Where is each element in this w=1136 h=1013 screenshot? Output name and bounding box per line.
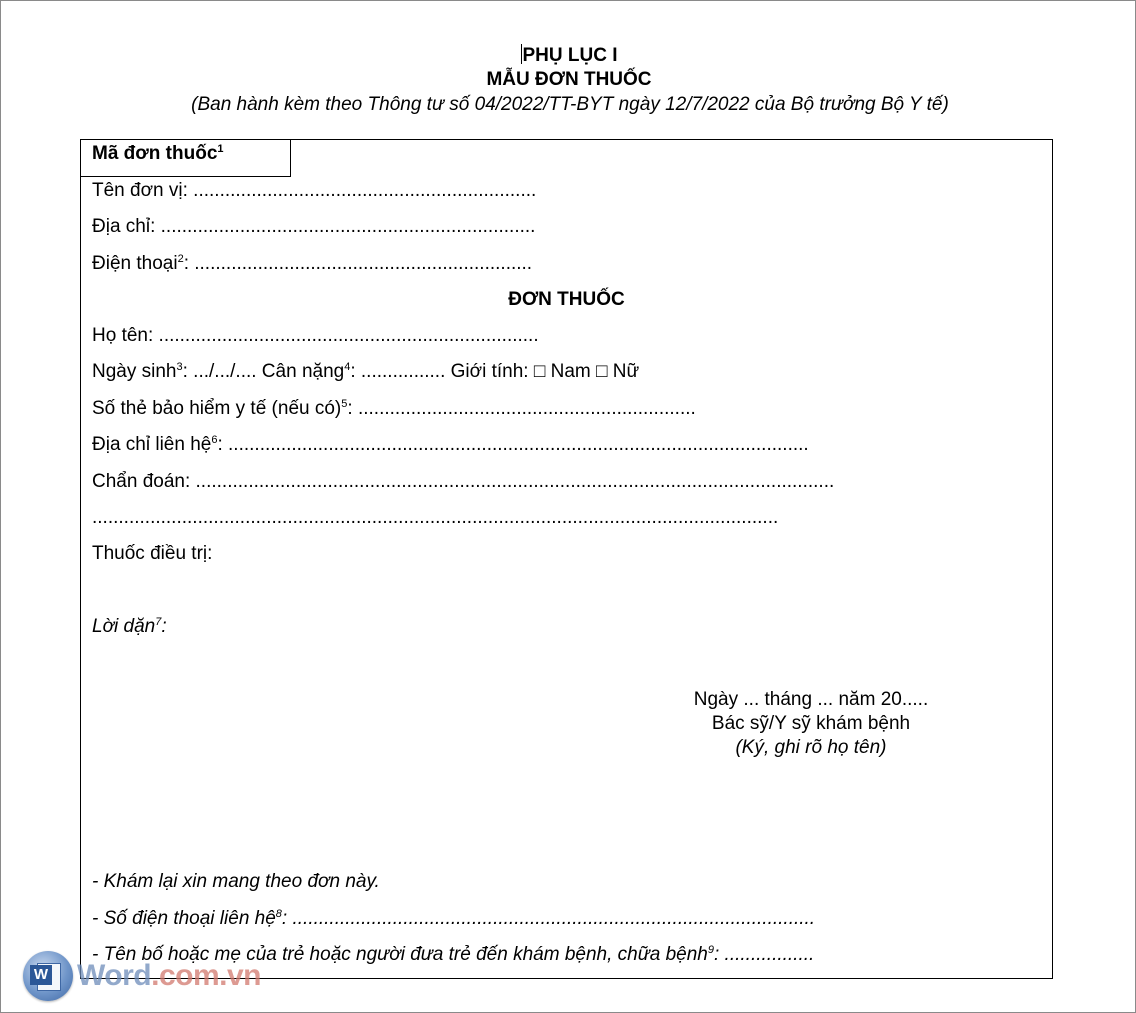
prescription-code-label: Mã đơn thuốc <box>92 143 218 164</box>
diagnosis-continuation-line: .................................................................................................................................. <box>92 507 779 528</box>
birth-weight-gender-line <box>92 360 639 384</box>
footnote-ref: 9 <box>707 944 714 956</box>
insurance-line <box>92 397 696 421</box>
contact-phone-label: - Số điện thoại liên hệ <box>92 908 276 929</box>
footnote-ref: 1 <box>217 143 224 155</box>
word-logo-icon: W <box>23 951 73 1001</box>
insurance-label: Số thẻ bảo hiểm y tế (nếu có) <box>92 398 342 419</box>
issuance-note: (Ban hành kèm theo Thông tư số 04/2022/TT-BYT ngày 12/7/2022 của Bộ trưởng Bộ Y tế) <box>191 94 949 115</box>
signature-date: Ngày ... tháng ... năm 20..... <box>693 689 929 710</box>
footnote-ref: 6 <box>211 434 218 446</box>
document-header <box>1 44 1136 118</box>
contact-phone-dots: : ................................................................................................... <box>281 908 816 929</box>
contact-address-line <box>92 433 809 457</box>
guardian-label: - Tên bố hoặc mẹ của trẻ hoặc người đưa trẻ đến khám bệnh, chữa bệnh <box>92 944 708 965</box>
phone-dots: : ................................................................ <box>183 253 533 274</box>
phone-line <box>92 252 532 276</box>
appendix-heading: PHỤ LỤC I <box>522 45 618 66</box>
prescription-section-title: ĐƠN THUỐC <box>508 289 625 310</box>
address-line: Địa chỉ: ....................................................................... <box>92 216 536 237</box>
contact-phone-note <box>92 907 815 931</box>
weight-gender-text: : ................ Giới tính: □ Nam □ Nữ <box>350 361 640 382</box>
advice-line: Lời dặn$^7$: <box>92 616 167 637</box>
revisit-note: - Khám lại xin mang theo đơn này. <box>92 871 380 892</box>
patient-name-line: Họ tên: ........................................................................ <box>92 325 539 346</box>
contact-address-dots: : .............................................................................................................. <box>217 434 809 455</box>
advice-label: Lời dặn <box>92 616 156 637</box>
signature-note: (Ký, ghi rõ họ tên) <box>735 737 887 758</box>
insurance-dots: : ................................................................ <box>347 398 696 419</box>
footnote-ref: 8 <box>275 908 282 920</box>
text-cursor <box>521 44 522 64</box>
signature-title: Bác sỹ/Y sỹ khám bệnh <box>711 713 911 734</box>
prescription-code-box <box>80 139 291 177</box>
medication-label: Thuốc điều trị: <box>92 543 213 564</box>
footnote-ref: 7 <box>155 616 162 628</box>
footnote-ref: 3 <box>176 361 183 373</box>
contact-address-label: Địa chỉ liên hệ <box>92 434 212 455</box>
watermark-text: Word.com.vn <box>77 959 261 992</box>
footnote-ref: 5 <box>341 398 348 410</box>
phone-label: Điện thoại <box>92 253 178 274</box>
diagnosis-line: Chẩn đoán: ......................................................................................................................... <box>92 471 835 492</box>
dob-weight-text: : .../.../.... Cân nặng <box>182 361 345 382</box>
dob-label: Ngày sinh <box>92 361 177 382</box>
site-watermark <box>23 951 261 1003</box>
footnote-ref: 2 <box>177 253 184 265</box>
footnote-ref: 4 <box>344 361 351 373</box>
unit-name-line: Tên đơn vị: ................................................................. <box>92 180 537 201</box>
prescription-form <box>80 139 1053 979</box>
form-title: MẪU ĐƠN THUỐC <box>486 69 652 90</box>
guardian-dots: : ................. <box>714 944 815 965</box>
